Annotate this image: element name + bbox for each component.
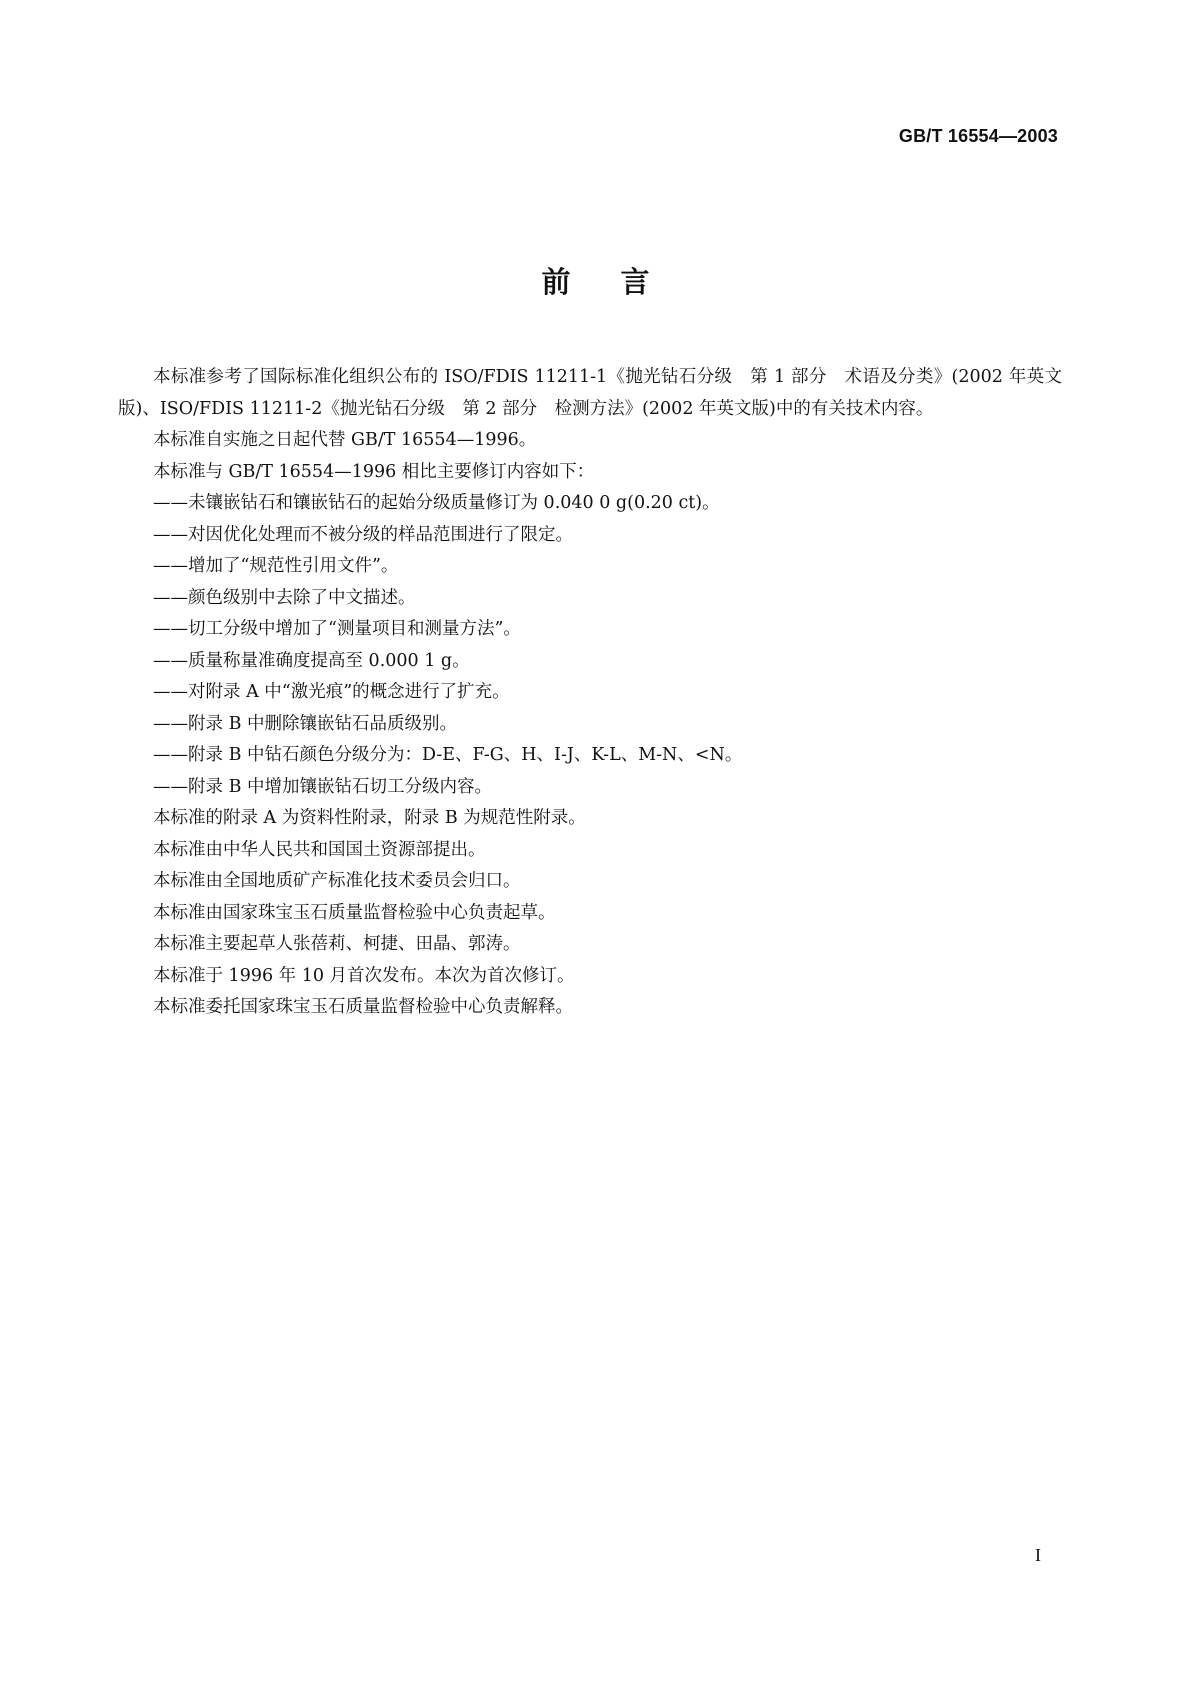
revision-item: ——附录 B 中钻石颜色分级分为：D-E、F-G、H、I-J、K-L、M-N、<N。 — [153, 745, 743, 765]
revision-item: ——质量称量准确度提高至 0.000 1 g。 — [153, 650, 470, 671]
paragraph: 本标准由中华人民共和国国土资源部提出。 — [153, 839, 486, 860]
page-number: I — [1035, 1545, 1041, 1565]
paragraph: 本标准由国家珠宝玉石质量监督检验中心负责起草。 — [153, 902, 556, 923]
paragraph: 本标准委托国家珠宝玉石质量监督检验中心负责解释。 — [153, 997, 573, 1017]
revision-item: ——未镶嵌钻石和镶嵌钻石的起始分级质量修订为 0.040 0 g(0.20 ct)。 — [153, 493, 720, 513]
paragraph: 本标准于 1996 年 10 月首次发布。本次为首次修订。 — [153, 965, 575, 986]
paragraph: 本标准参考了国际标准化组织公布的 ISO/FDIS 11211-1《抛光钻石分级 第 1 部分 术语及分类》(2002 年英文版)、ISO/FDIS 11211-2《抛光钻石分级 第 2 部分 检测方法》(2002 年英文版)中的有关技术内容。 — [118, 367, 1062, 419]
revision-item: ——增加了“规范性引用文件”。 — [153, 556, 399, 576]
revision-item: ——附录 B 中增加镶嵌钻石切工分级内容。 — [153, 776, 492, 797]
revision-item: ——颜色级别中去除了中文描述。 — [153, 587, 416, 608]
paragraph: 本标准主要起草人张蓓莉、柯捷、田晶、郭涛。 — [153, 934, 521, 954]
paragraph: 本标准与 GB/T 16554—1996 相比主要修订内容如下： — [153, 461, 595, 482]
revision-item: ——切工分级中增加了“测量项目和测量方法”。 — [153, 619, 521, 639]
foreword-body — [118, 362, 1062, 1024]
revision-item: ——对因优化处理而不被分级的样品范围进行了限定。 — [153, 524, 573, 545]
revision-item: ——附录 B 中删除镶嵌钻石品质级别。 — [153, 713, 457, 734]
revision-item: ——对附录 A 中“激光痕”的概念进行了扩充。 — [153, 682, 510, 702]
standard-code: GB/T 16554—2003 — [898, 126, 1058, 146]
paragraph: 本标准由全国地质矿产标准化技术委员会归口。 — [153, 871, 521, 891]
paragraph: 本标准自实施之日起代替 GB/T 16554—1996。 — [153, 430, 537, 450]
paragraph: 本标准的附录 A 为资料性附录，附录 B 为规范性附录。 — [153, 808, 586, 828]
page-title: 前言 — [541, 265, 700, 299]
